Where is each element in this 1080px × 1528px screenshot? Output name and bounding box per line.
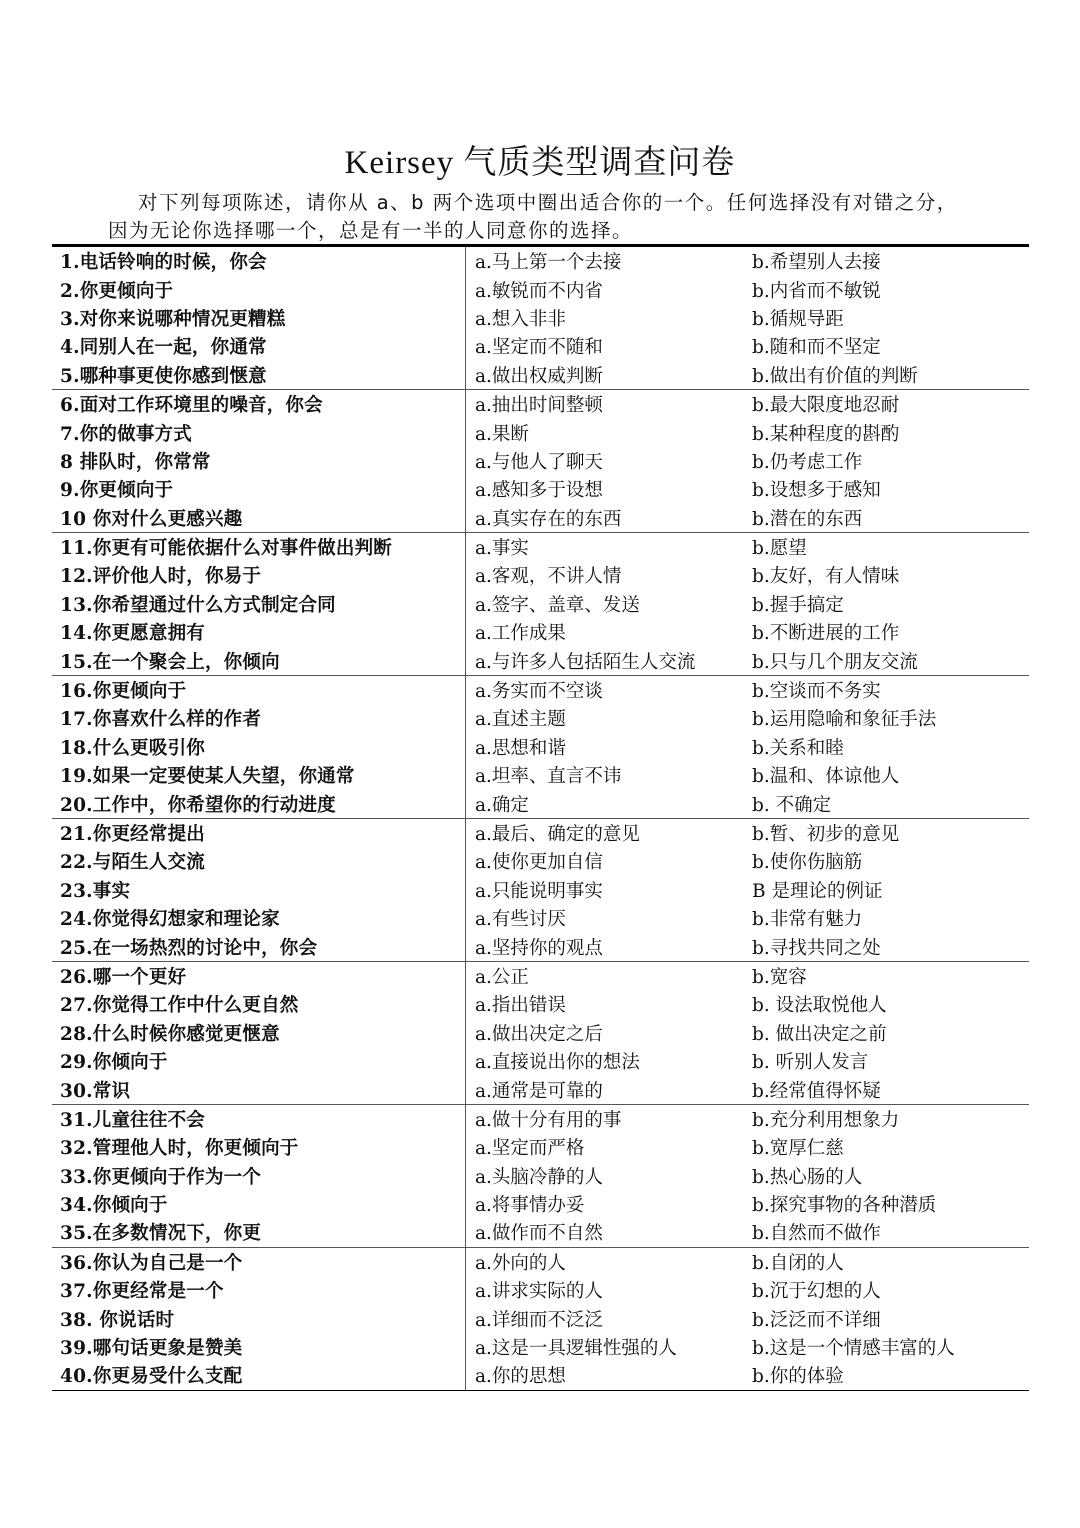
- table-row: [52, 418, 1029, 446]
- option-a[interactable]: a.讲求实际的人: [475, 1281, 603, 1303]
- option-a[interactable]: a.最后、确定的意见: [475, 824, 640, 845]
- option-a[interactable]: a.通常是可靠的: [475, 1080, 603, 1102]
- table-row: [52, 962, 1029, 990]
- option-b[interactable]: b.空谈而不务实: [752, 681, 881, 703]
- option-b[interactable]: b.暂、初步的意见: [752, 824, 900, 845]
- table-row: [52, 904, 1029, 932]
- option-a[interactable]: a.做作而不自然: [475, 1223, 603, 1245]
- option-b[interactable]: b.寻找共同之处: [752, 937, 881, 959]
- option-a[interactable]: a.坦率、直言不讳: [475, 766, 622, 788]
- table-row: [52, 819, 1029, 847]
- option-a[interactable]: a.果断: [475, 423, 529, 445]
- question-text: 5.哪种事更使你感到惬意: [60, 365, 267, 387]
- table-row: [52, 1361, 1029, 1389]
- question-group: [52, 247, 1029, 390]
- question-group: [52, 962, 1029, 1105]
- question-text: 12.评价他人时，你易于: [60, 566, 262, 588]
- option-a[interactable]: a.确定: [475, 794, 529, 816]
- question-text: 16.你更倾向于: [60, 681, 187, 703]
- table-row: [52, 1276, 1029, 1304]
- question-text: 10 你对什么更感兴趣: [60, 508, 243, 530]
- question-text: 38. 你说话时: [60, 1309, 175, 1331]
- option-b[interactable]: b.最大限度地忍耐: [752, 395, 900, 417]
- option-b[interactable]: b.友好，有人情味: [752, 566, 900, 588]
- option-b[interactable]: b. 听别人发言: [752, 1052, 869, 1074]
- question-text: 39.哪句话更象是赞美: [60, 1338, 243, 1360]
- question-text: 36.你认为自己是一个: [60, 1252, 243, 1274]
- question-text: 28.什么时候你感觉更惬意: [60, 1023, 280, 1045]
- table-row: [52, 1133, 1029, 1161]
- question-group: [52, 819, 1029, 962]
- option-a[interactable]: a.签字、盖章、发送: [475, 594, 640, 616]
- option-b[interactable]: b.潜在的东西: [752, 508, 863, 530]
- option-a[interactable]: a.指出错误: [475, 995, 566, 1017]
- option-b[interactable]: b.只与几个朋友交流: [752, 651, 918, 673]
- question-text: 2.你更倾向于: [60, 280, 174, 302]
- table-row: [52, 1333, 1029, 1361]
- question-text: 22.与陌生人交流: [60, 852, 205, 874]
- table-row: [52, 332, 1029, 360]
- table-row: [52, 1218, 1029, 1246]
- table-row: [52, 932, 1029, 960]
- table-row: [52, 275, 1029, 303]
- table-row: [52, 390, 1029, 418]
- option-b[interactable]: b.使你伤脑筋: [752, 852, 863, 874]
- option-b[interactable]: b.非常有魅力: [752, 909, 863, 931]
- option-b[interactable]: b.希望别人去接: [752, 252, 881, 274]
- table-row: [52, 533, 1029, 561]
- question-text: 7.你的做事方式: [60, 423, 192, 445]
- table-row: [52, 761, 1029, 789]
- table-row: [52, 1190, 1029, 1218]
- question-text: 24.你觉得幻想家和理论家: [60, 909, 280, 931]
- table-row: [52, 1105, 1029, 1133]
- option-b[interactable]: b.仍考虑工作: [752, 451, 863, 473]
- question-text: 3.对你来说哪种情况更糟糕: [60, 308, 286, 330]
- table-row: [52, 704, 1029, 732]
- option-b[interactable]: b.探究事物的各种潜质: [752, 1195, 937, 1217]
- question-text: 23.事实: [60, 880, 131, 902]
- question-text: 27.你觉得工作中什么更自然: [60, 995, 299, 1017]
- table-row: [52, 1304, 1029, 1332]
- option-a[interactable]: a.公正: [475, 966, 529, 988]
- option-b[interactable]: b.宽厚仁慈: [752, 1138, 844, 1160]
- table-row: [52, 361, 1029, 389]
- option-b[interactable]: b.温和、体谅他人: [752, 766, 900, 788]
- table-row: [52, 447, 1029, 475]
- question-text: 1.电话铃响的时候，你会: [60, 252, 267, 274]
- option-b[interactable]: b. 做出决定之前: [752, 1023, 887, 1045]
- question-text: 6.面对工作环境里的噪音，你会: [60, 395, 323, 417]
- question-text: 35.在多数情况下，你更: [60, 1223, 262, 1245]
- question-text: 11.你更有可能依据什么对事件做出判断: [60, 538, 392, 560]
- question-text: 14.你更愿意拥有: [60, 623, 205, 645]
- question-group: [52, 676, 1029, 819]
- question-text: 8 排队时，你常常: [60, 451, 211, 473]
- option-a[interactable]: a.工作成果: [475, 623, 566, 645]
- option-a[interactable]: a.真实存在的东西: [475, 508, 622, 530]
- intro-line-1: 对下列每项陈述，请你从 a、b 两个选项中圈出适合你的一个。任何选择没有对错之分，: [138, 191, 958, 214]
- option-a[interactable]: a.详细而不泛泛: [475, 1309, 603, 1331]
- option-a[interactable]: a.外向的人: [475, 1252, 566, 1274]
- option-b[interactable]: b.充分利用想象力: [752, 1109, 900, 1131]
- page-title: Keirsey 气质类型调查问卷: [344, 145, 736, 181]
- table-row: [52, 247, 1029, 275]
- option-b[interactable]: b.运用隐喻和象征手法: [752, 709, 937, 731]
- table-row: [52, 561, 1029, 589]
- option-b[interactable]: b.做出有价值的判断: [752, 365, 918, 387]
- option-a[interactable]: a.想入非非: [475, 308, 566, 330]
- option-b[interactable]: b. 不确定: [752, 794, 832, 816]
- question-text: 9.你更倾向于: [60, 480, 174, 502]
- question-text: 34.你倾向于: [60, 1195, 168, 1217]
- option-a[interactable]: a.务实而不空谈: [475, 681, 603, 703]
- table-row: [52, 676, 1029, 704]
- table-row: [52, 876, 1029, 904]
- question-text: 26.哪一个更好: [60, 966, 187, 988]
- question-text: 4.同别人在一起，你通常: [60, 337, 267, 359]
- table-row: [52, 1047, 1029, 1075]
- question-text: 32.管理他人时，你更倾向于: [60, 1138, 299, 1160]
- table-row: [52, 1162, 1029, 1190]
- option-b[interactable]: b.不断进展的工作: [752, 623, 900, 645]
- option-b[interactable]: b.自然而不做作: [752, 1223, 881, 1245]
- question-group: [52, 1248, 1029, 1390]
- option-a[interactable]: a.思想和谐: [475, 737, 566, 759]
- option-b[interactable]: b.宽容: [752, 966, 807, 988]
- option-a[interactable]: a.直述主题: [475, 709, 566, 731]
- table-row: [52, 1248, 1029, 1276]
- option-b[interactable]: b.关系和睦: [752, 737, 844, 759]
- table-row: [52, 475, 1029, 503]
- option-a[interactable]: a.与许多人包括陌生人交流: [475, 651, 696, 673]
- option-b[interactable]: b.经常值得怀疑: [752, 1080, 881, 1102]
- question-text: 21.你更经常提出: [60, 824, 205, 845]
- question-text: 37.你更经常是一个: [60, 1281, 224, 1303]
- table-row: [52, 618, 1029, 646]
- option-b[interactable]: B 是理论的例证: [752, 880, 883, 902]
- option-a[interactable]: a.这是一具逻辑性强的人: [475, 1338, 677, 1360]
- question-text: 19.如果一定要使某人失望，你通常: [60, 766, 355, 788]
- option-b[interactable]: b.愿望: [752, 538, 807, 560]
- option-b[interactable]: b.泛泛而不详细: [752, 1309, 881, 1331]
- option-a[interactable]: a.做出权威判断: [475, 365, 603, 387]
- option-b[interactable]: b.这是一个情感丰富的人: [752, 1338, 955, 1360]
- question-text: 33.你更倾向于作为一个: [60, 1166, 262, 1188]
- option-a[interactable]: a.做出决定之后: [475, 1023, 603, 1045]
- intro-line-2: 因为无论你选择哪一个，总是有一半的人同意你的选择。: [108, 219, 634, 242]
- option-a[interactable]: a.坚持你的观点: [475, 937, 603, 959]
- question-group: [52, 533, 1029, 676]
- table-row: [52, 847, 1029, 875]
- table-row: [52, 733, 1029, 761]
- question-text: 40.你更易受什么支配: [60, 1366, 243, 1388]
- table-row: [52, 990, 1029, 1018]
- option-b[interactable]: b. 设法取悦他人: [752, 995, 887, 1017]
- option-a[interactable]: a.做十分有用的事: [475, 1109, 622, 1131]
- option-a[interactable]: a.有些讨厌: [475, 909, 566, 931]
- question-text: 30.常识: [60, 1080, 131, 1102]
- option-b[interactable]: b.循规导距: [752, 308, 844, 330]
- question-table: [52, 244, 1029, 1391]
- question-text: 31.儿童往往不会: [60, 1109, 205, 1131]
- question-text: 29.你倾向于: [60, 1052, 168, 1074]
- option-a[interactable]: a.坚定而不随和: [475, 337, 603, 359]
- question-text: 13.你希望通过什么方式制定合同: [60, 594, 336, 616]
- option-a[interactable]: a.与他人了聊天: [475, 451, 603, 473]
- table-row: [52, 1075, 1029, 1103]
- option-a[interactable]: a.你的思想: [475, 1366, 566, 1388]
- question-text: 15.在一个聚会上，你倾向: [60, 651, 280, 673]
- option-b[interactable]: b.内省而不敏锐: [752, 280, 881, 302]
- option-a[interactable]: a.将事情办妥: [475, 1195, 585, 1217]
- question-text: 17.你喜欢什么样的作者: [60, 709, 262, 731]
- option-a[interactable]: a.只能说明事实: [475, 880, 603, 902]
- option-b[interactable]: b.你的体验: [752, 1366, 844, 1388]
- option-a[interactable]: a.使你更加自信: [475, 852, 603, 874]
- table-row: [52, 1019, 1029, 1047]
- option-a[interactable]: a.敏锐而不内省: [475, 280, 603, 302]
- option-a[interactable]: a.抽出时间整顿: [475, 395, 603, 417]
- option-a[interactable]: a.事实: [475, 538, 529, 560]
- option-a[interactable]: a.头脑冷静的人: [475, 1166, 603, 1188]
- option-a[interactable]: a.马上第一个去接: [475, 252, 622, 274]
- table-row: [52, 304, 1029, 332]
- question-text: 20.工作中，你希望你的行动进度: [60, 794, 336, 816]
- option-b[interactable]: b.设想多于感知: [752, 480, 881, 502]
- option-b[interactable]: b.自闭的人: [752, 1252, 844, 1274]
- option-b[interactable]: b.热心肠的人: [752, 1166, 863, 1188]
- option-a[interactable]: a.坚定而严格: [475, 1138, 585, 1160]
- option-b[interactable]: b.某种程度的斟酌: [752, 423, 900, 445]
- table-row: [52, 789, 1029, 817]
- question-group: [52, 1105, 1029, 1248]
- table-row: [52, 590, 1029, 618]
- option-a[interactable]: a.感知多于设想: [475, 480, 603, 502]
- question-text: 18.什么更吸引你: [60, 737, 205, 759]
- option-b[interactable]: b.沉于幻想的人: [752, 1281, 881, 1303]
- table-row: [52, 646, 1029, 674]
- question-group: [52, 390, 1029, 533]
- question-text: 25.在一场热烈的讨论中，你会: [60, 937, 318, 959]
- option-b[interactable]: b.握手搞定: [752, 594, 844, 616]
- table-row: [52, 504, 1029, 532]
- option-a[interactable]: a.客观，不讲人情: [475, 566, 622, 588]
- option-a[interactable]: a.直接说出你的想法: [475, 1052, 640, 1074]
- option-b[interactable]: b.随和而不坚定: [752, 337, 881, 359]
